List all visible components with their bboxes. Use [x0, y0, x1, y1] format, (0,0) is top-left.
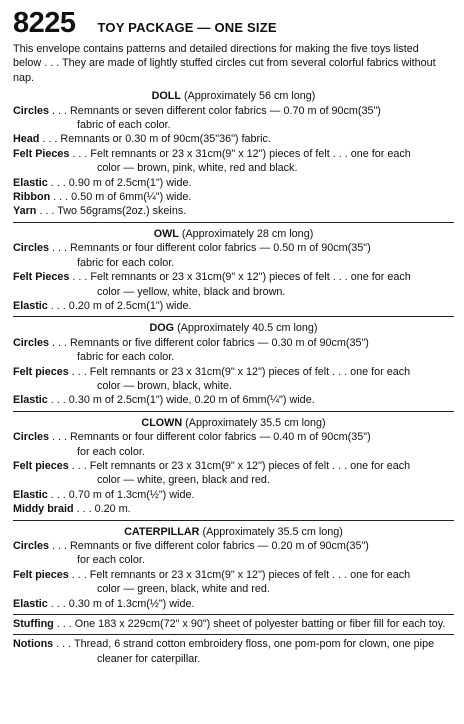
materials-row: [13, 132, 454, 146]
clown-title: [13, 416, 454, 430]
caterpillar-section: [13, 525, 454, 611]
material-text: . . . Remnants or 0.30 m of 90cm(35"36") fabric.: [39, 133, 271, 146]
materials-row: [13, 204, 454, 218]
material-text: . . . Felt remnants or 23 x 31cm(9" x 12") pieces of felt . . . one for each: [68, 459, 411, 472]
stuffing-row: [13, 617, 454, 631]
intro-line: This envelope contains patterns and detailed directions for making the five toys listed: [13, 43, 419, 55]
doll-section: [13, 89, 454, 219]
material-label: Felt pieces: [13, 459, 69, 472]
materials-row: [13, 393, 454, 407]
material-text: color — yellow, white, black and brown.: [97, 285, 286, 298]
material-text: fabric of each color.: [77, 119, 171, 132]
section-divider: [13, 411, 454, 412]
material-text: color — white, green, black and red.: [97, 474, 270, 487]
materials-row: [13, 568, 454, 597]
material-text: . . . 0.90 m of 2.5cm(1") wide.: [47, 176, 192, 189]
notions-row: [13, 637, 454, 666]
clown-section: [13, 416, 454, 517]
materials-row: [13, 430, 454, 459]
material-text: for each color.: [77, 445, 145, 458]
material-text: color — brown, black, white.: [97, 379, 233, 392]
material-text: fabric for each color.: [77, 351, 175, 364]
material-text: . . . Felt remnants or 23 x 31cm(9" x 12") pieces of felt . . . one for each: [69, 147, 411, 160]
materials-row: [13, 104, 454, 133]
material-text: . . . Felt remnants or 23 x 31cm(9" x 12") pieces of felt . . . one for each: [69, 271, 411, 284]
intro-paragraph: [13, 42, 454, 85]
dog-section: [13, 321, 454, 407]
toy-length: (Approximately 35.5 cm long): [202, 525, 343, 538]
material-label: Elastic: [13, 176, 48, 189]
toy-name: DOG: [149, 322, 175, 335]
section-divider: [13, 520, 454, 521]
material-text: . . . Remnants or five different color fabrics — 0.30 m of 90cm(35"): [49, 336, 369, 349]
material-label: Circles: [13, 104, 50, 117]
material-label: Elastic: [13, 488, 48, 501]
material-label: Felt pieces: [13, 568, 69, 581]
material-label: Elastic: [13, 299, 48, 312]
material-label: Circles: [13, 242, 50, 255]
material-label: Head: [13, 133, 40, 146]
materials-row: [13, 176, 454, 190]
materials-row: [13, 502, 454, 516]
material-text: . . . Remnants or four different color fabrics — 0.40 m of 90cm(35"): [49, 431, 371, 444]
pattern-title: TOY PACKAGE — ONE SIZE: [97, 20, 277, 35]
material-text: . . . 0.50 m of 6mm(¼") wide.: [50, 191, 192, 204]
materials-row: [13, 147, 454, 176]
material-label: Felt Pieces: [13, 147, 70, 160]
section-divider: [13, 222, 454, 223]
materials-row: [13, 365, 454, 394]
intro-line: nap.: [13, 71, 35, 84]
toy-length: (Approximately 28 cm long): [181, 227, 314, 240]
materials-row: [13, 539, 454, 568]
owl-section: [13, 227, 454, 313]
material-text: . . . Remnants or seven different color fabrics — 0.70 m of 90cm(35"): [49, 104, 381, 117]
material-label: Elastic: [13, 394, 48, 407]
toy-name: OWL: [153, 227, 179, 240]
material-label: Middy braid: [13, 503, 74, 516]
materials-row: [13, 488, 454, 502]
material-text: color — brown, pink, white, red and black.: [97, 162, 298, 175]
material-text: . . . 0.30 m of 2.5cm(1") wide, 0.20 m of 6mm(¼") wide.: [47, 394, 315, 407]
caterpillar-title: [13, 525, 454, 539]
material-label: Yarn: [13, 205, 37, 218]
header: [13, 6, 454, 40]
section-divider: [13, 634, 454, 635]
section-divider: [13, 316, 454, 317]
material-label: Ribbon: [13, 191, 51, 204]
doll-title: [13, 89, 454, 103]
material-text: . . . Two 56grams(2oz.) skeins.: [36, 205, 187, 218]
material-text: . . . Felt remnants or 23 x 31cm(9" x 12") pieces of felt . . . one for each: [68, 568, 411, 581]
materials-row: [13, 597, 454, 611]
dog-title: [13, 321, 454, 335]
toy-name: DOLL: [151, 90, 181, 103]
section-divider: [13, 614, 454, 615]
material-label: Notions: [13, 638, 54, 651]
material-label: Circles: [13, 540, 50, 552]
materials-row: [13, 459, 454, 488]
materials-row: [13, 270, 454, 299]
material-text: . . . 0.20 m of 2.5cm(1") wide.: [47, 299, 192, 312]
material-text: . . . Thread, 6 strand cotton embroidery floss, one pom-pom for clown, one pipe: [53, 638, 435, 651]
material-text: . . . Felt remnants or 23 x 31cm(9" x 12") pieces of felt . . . one for each: [68, 365, 411, 378]
material-label: Circles: [13, 431, 50, 444]
intro-line: below . . . They are made of lightly stuffed circles cut from several colorful fabrics without: [13, 57, 436, 70]
materials-row: [13, 299, 454, 313]
material-text: . . . Remnants or five different color fabrics — 0.20 m of 90cm(35"): [49, 540, 369, 552]
toy-length: (Approximately 40.5 cm long): [177, 322, 318, 335]
materials-row: [13, 241, 454, 270]
material-text: fabric for each color.: [77, 256, 175, 269]
material-label: Felt pieces: [13, 365, 69, 378]
materials-row: [13, 190, 454, 204]
pattern-number: 8225: [13, 7, 76, 39]
toy-length: (Approximately 35.5 cm long): [185, 416, 326, 429]
material-text: color — green, black, white and red.: [97, 583, 270, 596]
material-text: for each color.: [77, 554, 145, 567]
material-text: . . . One 183 x 229cm(72" x 90") sheet of polyester batting or fiber fill for each toy.: [53, 618, 446, 631]
material-text: . . . 0.70 m of 1.3cm(½") wide.: [47, 488, 195, 501]
owl-title: [13, 227, 454, 241]
material-text: . . . 0.30 m of 1.3cm(½") wide.: [47, 597, 195, 610]
material-text: . . . 0.20 m.: [73, 503, 131, 516]
material-label: Stuffing: [13, 618, 54, 631]
materials-row: [13, 336, 454, 365]
material-label: Circles: [13, 336, 50, 349]
toy-length: (Approximately 56 cm long): [183, 90, 316, 103]
material-label: Felt Pieces: [13, 271, 70, 284]
material-text: cleaner for caterpillar.: [97, 652, 201, 665]
toy-name: CATERPILLAR: [124, 525, 200, 538]
material-label: Elastic: [13, 597, 48, 610]
material-text: . . . Remnants or four different color fabrics — 0.50 m of 90cm(35"): [49, 242, 371, 255]
toy-name: CLOWN: [141, 416, 183, 429]
